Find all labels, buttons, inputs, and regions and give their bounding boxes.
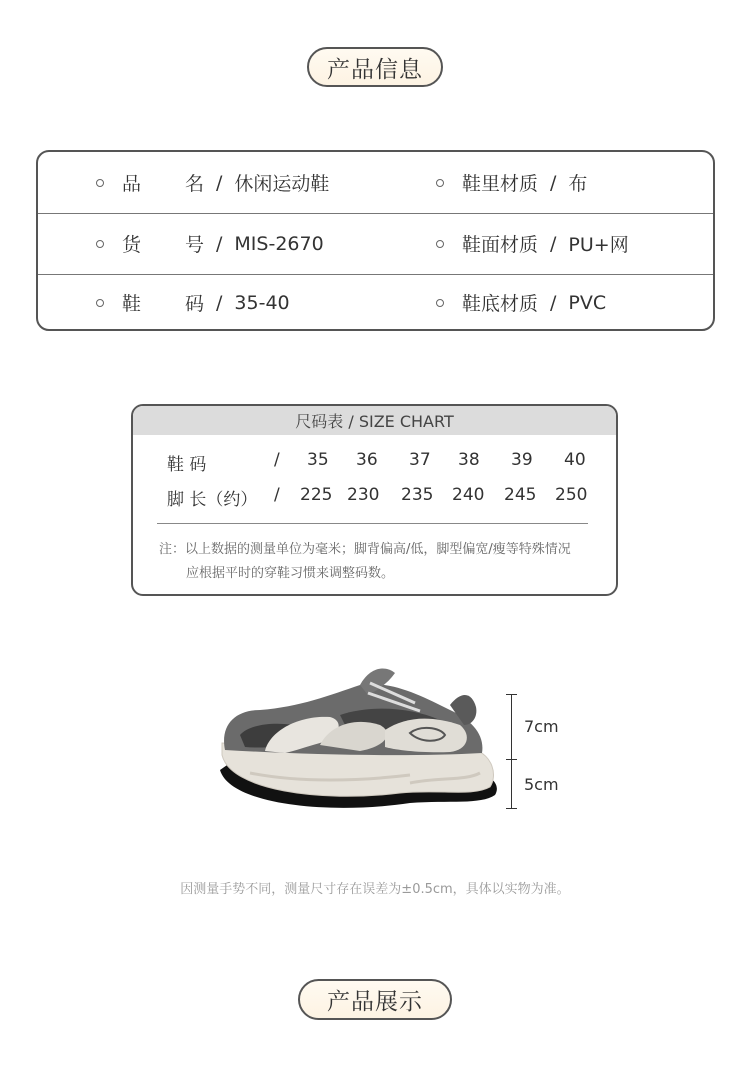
size-note-line: 注：以上数据的测量单位为毫米；脚背偏高/低，脚型偏宽/瘦等特殊情况 xyxy=(159,542,571,557)
info-label: 鞋面材质 xyxy=(462,234,539,256)
info-label: 货 号 xyxy=(122,234,204,256)
shoe-image xyxy=(210,655,559,820)
sole-height-label: 5cm xyxy=(524,775,559,794)
dimension-tick xyxy=(506,759,517,760)
size-cell: 230 xyxy=(347,485,380,505)
size-chart-divider xyxy=(157,523,588,524)
bullet-icon xyxy=(436,179,444,187)
size-cell: 39 xyxy=(511,450,533,470)
size-cell: 240 xyxy=(452,485,485,505)
dimension-tick xyxy=(506,694,517,695)
measurement-footnote: 因测量手势不同，测量尺寸存在误差为±0.5cm，具体以实物为准。 xyxy=(180,882,570,897)
size-cell: 245 xyxy=(504,485,537,505)
info-cell-sku xyxy=(96,213,324,274)
bullet-icon xyxy=(96,299,104,307)
info-value: 35-40 xyxy=(234,291,290,314)
info-label: 鞋 码 xyxy=(122,293,204,315)
bullet-icon xyxy=(436,299,444,307)
product-info-heading xyxy=(307,47,443,87)
bullet-icon xyxy=(436,240,444,248)
size-chart xyxy=(131,404,618,596)
size-row-label: 鞋 码 xyxy=(167,455,207,475)
separator: / xyxy=(216,171,223,194)
product-display-heading xyxy=(298,979,452,1020)
info-value: 休闲运动鞋 xyxy=(234,173,330,195)
size-cell: 225 xyxy=(300,485,333,505)
separator: / xyxy=(550,291,557,314)
size-cell: 40 xyxy=(564,450,586,470)
size-cell: 235 xyxy=(401,485,434,505)
size-chart-title: 尺码表 / SIZE CHART xyxy=(133,406,616,435)
info-value: PVC xyxy=(568,291,607,314)
dimension-line xyxy=(511,694,512,808)
info-cell-upper xyxy=(436,213,629,274)
info-row xyxy=(38,152,713,213)
info-cell-lining xyxy=(436,152,587,213)
info-label: 鞋里材质 xyxy=(462,173,539,195)
size-cell: 35 xyxy=(307,450,329,470)
info-row xyxy=(38,213,713,274)
upper-height-label: 7cm xyxy=(524,717,559,736)
info-cell-name xyxy=(96,152,329,213)
info-value: PU+网 xyxy=(568,234,629,256)
info-value: 布 xyxy=(568,173,588,195)
separator: / xyxy=(216,291,223,314)
size-cell: 38 xyxy=(458,450,480,470)
info-label: 品 名 xyxy=(122,173,204,195)
info-row xyxy=(38,274,713,331)
dimension-tick xyxy=(506,808,517,809)
separator: / xyxy=(216,232,223,255)
size-row-size xyxy=(133,450,616,474)
separator: / xyxy=(550,232,557,255)
product-info-heading-text: 产品信息 xyxy=(327,56,423,83)
separator: / xyxy=(550,171,557,194)
size-cell: 36 xyxy=(356,450,378,470)
info-cell-size xyxy=(96,274,290,331)
size-row-length xyxy=(133,485,616,509)
size-row-label: 脚 长（约） xyxy=(167,490,258,510)
product-display-heading-text: 产品展示 xyxy=(327,989,423,1015)
product-info-table xyxy=(36,150,715,331)
bullet-icon xyxy=(96,179,104,187)
info-cell-sole xyxy=(436,274,606,331)
size-cell: 37 xyxy=(409,450,431,470)
bullet-icon xyxy=(96,240,104,248)
sneaker-illustration xyxy=(210,655,510,820)
separator: / xyxy=(274,450,280,470)
size-cell: 250 xyxy=(555,485,588,505)
separator: / xyxy=(274,485,280,505)
info-value: MIS-2670 xyxy=(234,232,324,255)
info-label: 鞋底材质 xyxy=(462,293,539,315)
size-note-line: 应根据平时的穿鞋习惯来调整码数。 xyxy=(186,566,395,581)
